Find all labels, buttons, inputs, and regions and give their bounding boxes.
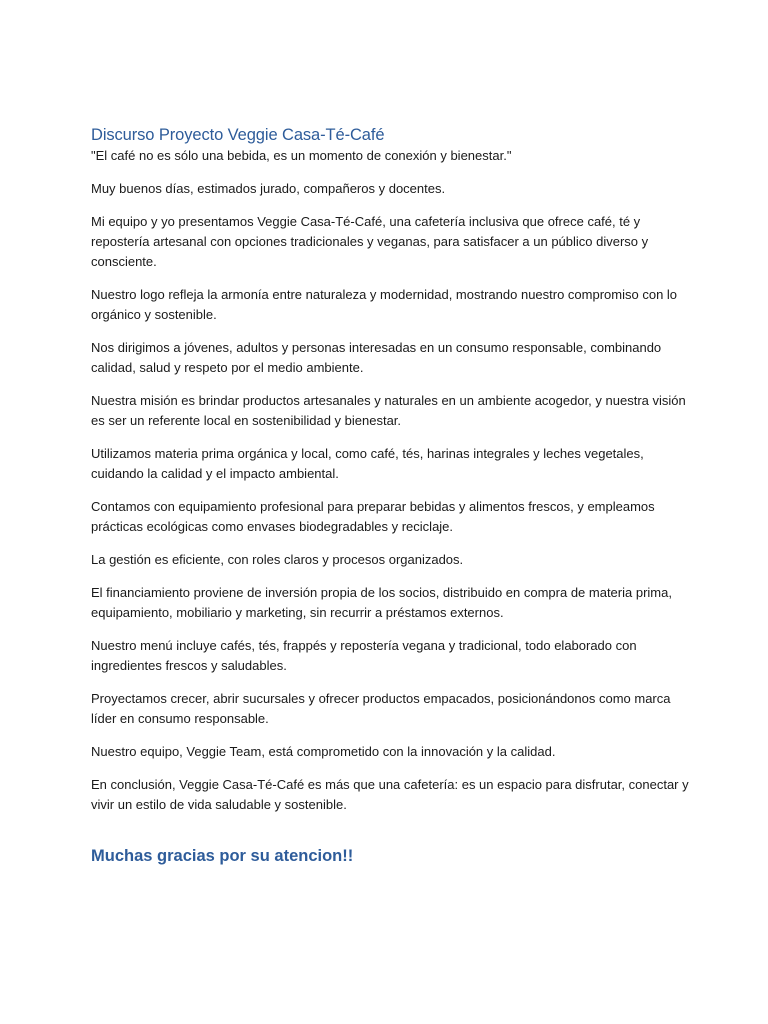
document-body	[91, 124, 691, 867]
paragraph-greeting: Muy buenos días, estimados jurado, compañeros y docentes.	[91, 181, 446, 196]
paragraph-financing: El financiamiento proviene de inversión propia de los socios, distribuido en compra de materia prima, equipamiento, mobiliario y marketing, sin recurrir a préstamos externos.	[91, 585, 672, 620]
paragraph-management: La gestión es eficiente, con roles claros y procesos organizados.	[91, 552, 464, 567]
paragraph-audience: Nos dirigimos a jóvenes, adultos y personas interesadas en un consumo responsable, combinando calidad, salud y respeto por el medio ambiente.	[91, 340, 662, 375]
paragraph-equipment: Contamos con equipamiento profesional para preparar bebidas y alimentos frescos, y empleamos prácticas ecológicas como envases biodegradables y reciclaje.	[91, 499, 655, 534]
closing-heading: Muchas gracias por su atencion!!	[91, 847, 354, 865]
paragraph-presentation: Mi equipo y yo presentamos Veggie Casa-Té-Café, una cafetería inclusiva que ofrece café, té y repostería artesanal con opciones tradicionales y veganas, para satisfacer a un público diverso y consciente.	[91, 214, 649, 269]
paragraph-mission-vision: Nuestra misión es brindar productos artesanales y naturales en un ambiente acogedor, y nuestra visión es ser un referente local en sostenibilidad y bienestar.	[91, 393, 686, 428]
paragraph-growth: Proyectamos crecer, abrir sucursales y ofrecer productos empacados, posicionándonos como marca líder en consumo responsable.	[91, 691, 671, 726]
document-title: Discurso Proyecto Veggie Casa-Té-Café	[91, 126, 385, 144]
paragraph-logo: Nuestro logo refleja la armonía entre naturaleza y modernidad, mostrando nuestro compromiso con lo orgánico y sostenible.	[91, 287, 678, 322]
paragraph-menu: Nuestro menú incluye cafés, tés, frappés y repostería vegana y tradicional, todo elaborado con ingredientes frescos y saludables.	[91, 638, 637, 673]
paragraph-team: Nuestro equipo, Veggie Team, está comprometido con la innovación y la calidad.	[91, 744, 556, 759]
paragraph-raw-materials: Utilizamos materia prima orgánica y local, como café, tés, harinas integrales y leches vegetales, cuidando la calidad y el impacto ambiental.	[91, 446, 644, 481]
opening-quote: "El café no es sólo una bebida, es un momento de conexión y bienestar."	[91, 148, 512, 163]
paragraph-conclusion: En conclusión, Veggie Casa-Té-Café es más que una cafetería: es un espacio para disfrutar, conectar y vivir un estilo de vida saludable y sostenible.	[91, 777, 689, 812]
